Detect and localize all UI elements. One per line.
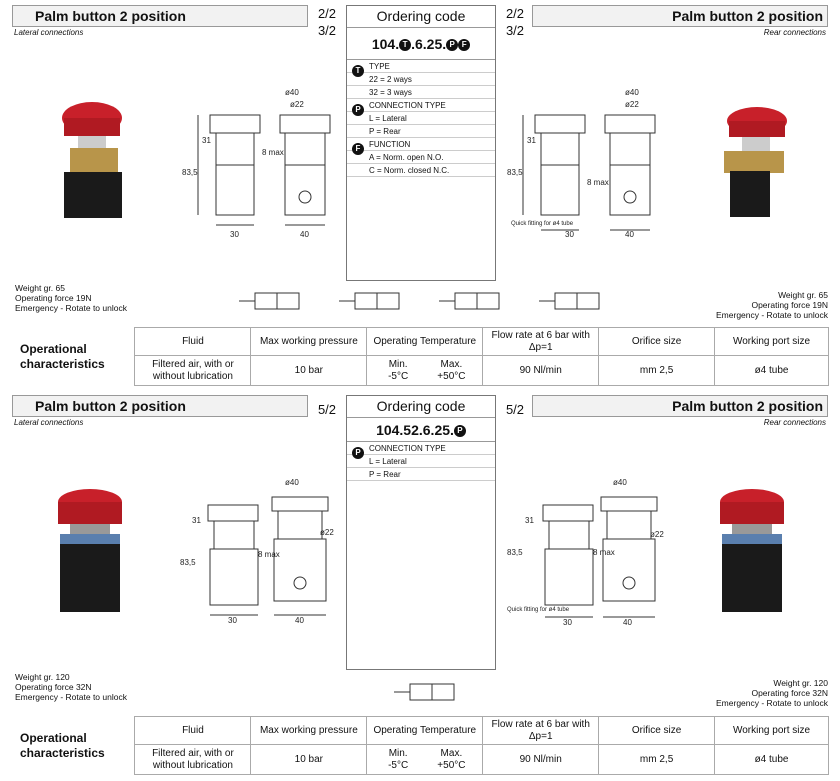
- dim-31: 31: [202, 136, 211, 145]
- ordering-code-header: Ordering code: [347, 6, 495, 28]
- badge-T: T: [352, 65, 364, 77]
- dim-d22: ø22: [290, 100, 304, 109]
- ordering-row: [347, 455, 495, 468]
- ordering-row-text: C = Norm. closed N.C.: [369, 166, 450, 175]
- ordering-code: 104. T .6.25. P F: [347, 28, 495, 60]
- dim-31: 31: [192, 516, 201, 525]
- badge-F: F: [352, 143, 364, 155]
- badge-F: F: [458, 39, 470, 51]
- dim-8max: 8 max: [593, 548, 615, 557]
- dimension-drawing-lateral-2: [180, 475, 340, 625]
- rear-connections-label: Rear connections: [763, 28, 826, 37]
- ordering-code-panel-1: [346, 5, 496, 281]
- dimension-drawing-lateral-1: [180, 85, 340, 240]
- lateral-connections-label: Lateral connections: [14, 28, 84, 37]
- dim-40: 40: [623, 618, 632, 627]
- ordering-row-text: FUNCTION: [369, 140, 411, 149]
- dim-31: 31: [527, 136, 536, 145]
- ordering-row: [347, 442, 495, 455]
- notes-left-1: Weight gr. 65 Operating force 19N Emergency - Rotate to unlock: [15, 283, 127, 313]
- ordering-row-text: A = Norm. open N.O.: [369, 153, 444, 162]
- palm-button-photo-right-2: [712, 488, 792, 623]
- dim-835: 83,5: [507, 168, 523, 177]
- ordering-row-text: L = Lateral: [369, 457, 407, 466]
- palm-button-photo-left: [50, 100, 140, 230]
- dim-d40: ø40: [285, 88, 299, 97]
- spec-table-1: Operational characteristics Fluid Max working pressure Operating Temperature Flow rate at 6 bar with Δp=1 Orifice size Working port size Filtered air, with or without lubrication 10 bar Min. -5°CMax. +50°C 90 Nl/min mm 2,5 ø4 tube: [12, 327, 829, 386]
- badge-P: P: [352, 447, 364, 459]
- ordering-row-text: P = Rear: [369, 127, 401, 136]
- ordering-row: [347, 73, 495, 86]
- dim-835: 83,5: [507, 548, 523, 557]
- notes-right-1: Weight gr. 65 Operating force 19N Emergency - Rotate to unlock: [716, 290, 828, 320]
- dim-835: 83,5: [180, 558, 196, 567]
- dim-d40: ø40: [625, 88, 639, 97]
- palm-button-photo-right: [712, 105, 802, 225]
- dim-8max: 8 max: [258, 550, 280, 559]
- dim-d22: ø22: [650, 530, 664, 539]
- dim-30: 30: [228, 616, 237, 625]
- dim-quick-fitting: Quick fitting for ø4 tube: [511, 221, 574, 227]
- badge-P: P: [446, 39, 458, 51]
- ordering-row: [347, 112, 495, 125]
- ordering-row: [347, 151, 495, 164]
- ordering-row-text: CONNECTION TYPE: [369, 444, 446, 453]
- variant-3-2-left: 3/2: [317, 23, 337, 38]
- badge-P: P: [352, 104, 364, 116]
- ordering-rows: [347, 60, 495, 177]
- dim-d40: ø40: [285, 478, 299, 487]
- dimension-drawing-rear-1: [505, 85, 665, 240]
- dim-30: 30: [230, 230, 239, 239]
- ordering-row-text: TYPE: [369, 62, 390, 71]
- ordering-code: 104.52.6.25. P: [347, 418, 495, 442]
- variant-2-2-right: 2/2: [505, 6, 525, 21]
- notes-right-2: Weight gr. 120 Operating force 32N Emergency - Rotate to unlock: [716, 678, 828, 708]
- dim-8max: 8 max: [262, 148, 284, 157]
- ordering-row-text: P = Rear: [369, 470, 401, 479]
- ordering-row-text: L = Lateral: [369, 114, 407, 123]
- ordering-row: [347, 468, 495, 481]
- dim-835: 83,5: [182, 168, 198, 177]
- ordering-row: [347, 138, 495, 151]
- variant-5-2-left: 5/2: [317, 402, 337, 417]
- notes-left-2: Weight gr. 120 Operating force 32N Emergency - Rotate to unlock: [15, 672, 127, 702]
- spec-table-2: Operational characteristics Fluid Max working pressure Operating Temperature Flow rate at 6 bar with Δp=1 Orifice size Working port size Filtered air, with or without lubrication 10 bar Min. -5°CMax. +50°C 90 Nl/min mm 2,5 ø4 tube: [12, 716, 829, 775]
- dimension-drawing-rear-2: [505, 475, 670, 627]
- section-1-title-left: Palm button 2 position: [12, 5, 308, 27]
- dim-d22: ø22: [320, 528, 334, 537]
- ordering-rows: [347, 442, 495, 481]
- badge-T: T: [399, 39, 411, 51]
- dim-8max: 8 max: [587, 178, 609, 187]
- dim-31: 31: [525, 516, 534, 525]
- ordering-row-text: 22 = 2 ways: [369, 75, 412, 84]
- ordering-row: [347, 164, 495, 177]
- badge-P: P: [454, 425, 466, 437]
- lateral-connections-label: Lateral connections: [14, 418, 84, 427]
- dim-30: 30: [563, 618, 572, 627]
- dim-40: 40: [300, 230, 309, 239]
- ordering-row: [347, 125, 495, 138]
- ordering-code-header: Ordering code: [347, 396, 495, 418]
- dim-quick-fitting: Quick fitting for ø4 tube: [507, 607, 570, 613]
- ordering-code-panel-2: [346, 395, 496, 670]
- ordering-row: [347, 60, 495, 73]
- valve-symbols-1: [235, 287, 615, 317]
- section-1-title-right: Palm button 2 position: [532, 5, 828, 27]
- ordering-row-text: CONNECTION TYPE: [369, 101, 446, 110]
- variant-5-2-right: 5/2: [505, 402, 525, 417]
- section-2-title-left: Palm button 2 position: [12, 395, 308, 417]
- variant-3-2-right: 3/2: [505, 23, 525, 38]
- valve-symbol-5-2: [392, 676, 462, 706]
- rear-connections-label: Rear connections: [763, 418, 826, 427]
- dim-40: 40: [625, 230, 634, 239]
- palm-button-photo-left-2: [50, 488, 130, 623]
- section-2-title-right: Palm button 2 position: [532, 395, 828, 417]
- variant-2-2-left: 2/2: [317, 6, 337, 21]
- dim-d22: ø22: [625, 100, 639, 109]
- ordering-row-text: 32 = 3 ways: [369, 88, 412, 97]
- ordering-row: [347, 99, 495, 112]
- dim-d40: ø40: [613, 478, 627, 487]
- dim-40: 40: [295, 616, 304, 625]
- ordering-row: [347, 86, 495, 99]
- dim-30: 30: [565, 230, 574, 239]
